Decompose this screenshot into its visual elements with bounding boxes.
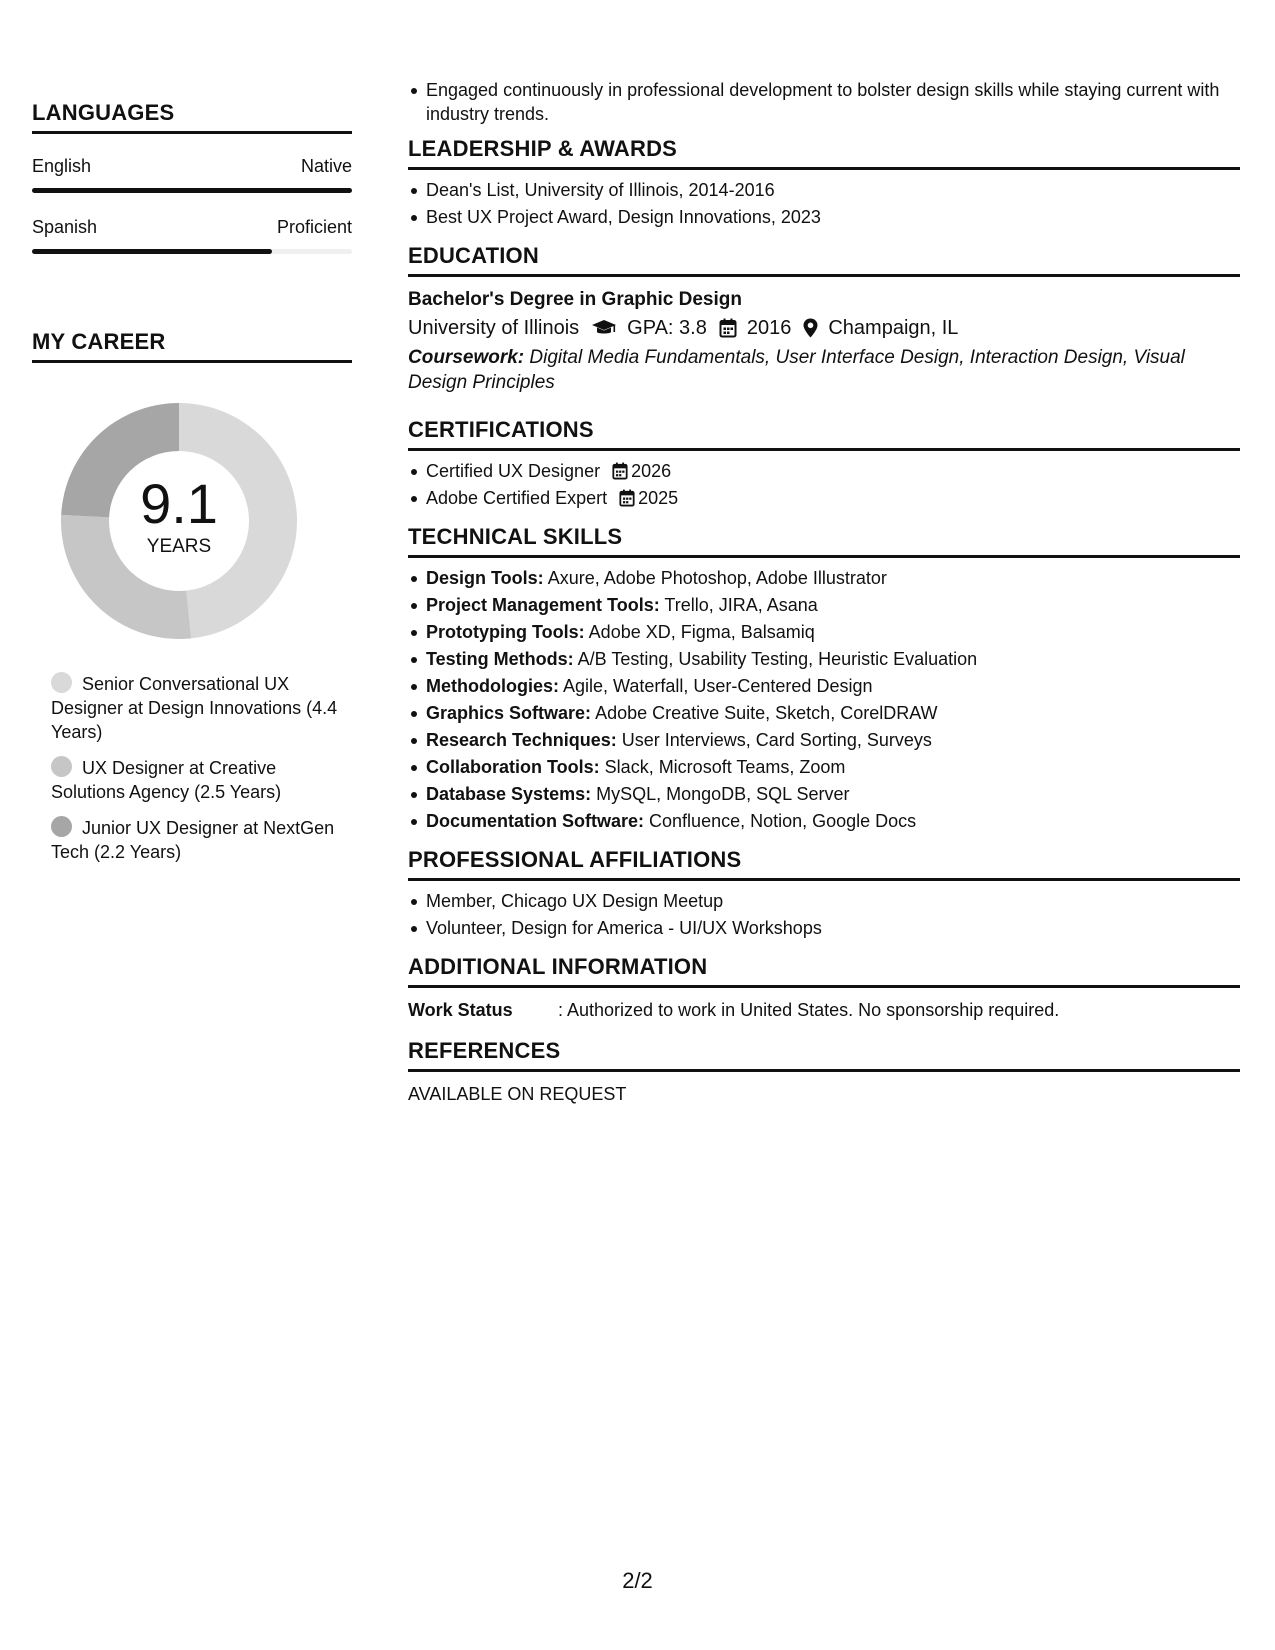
language-level: Native <box>300 156 352 176</box>
experience-tail-list <box>408 78 1240 126</box>
leadership-list <box>408 178 1240 229</box>
skill-value: MySQL, MongoDB, SQL Server <box>596 784 850 804</box>
cert-year: 2026 <box>631 461 672 481</box>
skill-label: Project Management Tools: <box>426 595 660 615</box>
list-item <box>408 486 1240 510</box>
list-item <box>408 620 1240 644</box>
list-item: Best UX Project Award, Design Innovations, 2023 <box>408 205 1240 229</box>
skill-label: Collaboration Tools: <box>426 757 600 777</box>
skill-label: Prototyping Tools: <box>426 622 585 642</box>
skills-list <box>408 566 1240 833</box>
list-item <box>408 701 1240 725</box>
coursework-text: Digital Media Fundamentals, User Interface Design, Interaction Design, Visual Design Principles <box>408 347 1185 393</box>
skill-value: Agile, Waterfall, User-Centered Design <box>563 676 873 696</box>
list-item <box>408 674 1240 698</box>
language-bar-fill <box>32 249 272 254</box>
left-column <box>32 100 352 876</box>
education-coursework <box>408 345 1240 395</box>
skill-label: Graphics Software: <box>426 703 592 723</box>
legend-label: Senior Conversational UX Designer at Design Innovations (4.4 Years) <box>51 674 338 742</box>
list-item: Member, Chicago UX Design Meetup <box>408 889 1240 913</box>
list-item <box>408 728 1240 752</box>
legend-dot <box>51 756 72 777</box>
language-bar <box>32 249 352 254</box>
list-item <box>408 809 1240 833</box>
language-row <box>32 156 352 177</box>
right-column <box>408 78 1240 1105</box>
skill-value: User Interviews, Card Sorting, Surveys <box>621 730 932 750</box>
donut-center <box>54 396 304 646</box>
calendar-icon <box>612 462 628 480</box>
cert-name: Adobe Certified Expert <box>426 488 608 508</box>
career-donut-chart <box>54 396 304 646</box>
list-item: Volunteer, Design for America - UI/UX Workshops <box>408 916 1240 940</box>
cert-name: Certified UX Designer <box>426 461 601 481</box>
skill-label: Research Techniques: <box>426 730 617 750</box>
calendar-icon <box>619 489 635 507</box>
legend-label: UX Designer at Creative Solutions Agency (2.5 Years) <box>51 758 282 802</box>
skills-title: TECHNICAL SKILLS <box>408 524 1240 558</box>
list-item: Engaged continuously in professional development to bolster design skills while staying current with industry trends. <box>408 78 1240 126</box>
language-bar <box>32 188 352 193</box>
skill-value: Adobe XD, Figma, Balsamiq <box>588 622 815 642</box>
skill-value: Slack, Microsoft Teams, Zoom <box>604 757 846 777</box>
list-item <box>408 782 1240 806</box>
language-bar-fill <box>32 188 352 193</box>
education-location: Champaign, IL <box>828 317 959 339</box>
languages-title: LANGUAGES <box>32 100 352 134</box>
list-item <box>408 755 1240 779</box>
list-item <box>408 459 1240 483</box>
graduation-cap-icon <box>591 319 617 337</box>
references-text: AVAILABLE ON REQUEST <box>408 1084 627 1104</box>
skill-value: Adobe Creative Suite, Sketch, CorelDRAW <box>595 703 938 723</box>
career-years-label: YEARS <box>146 536 212 557</box>
language-row <box>32 217 352 238</box>
certifications-list <box>408 459 1240 510</box>
education-gpa: GPA: 3.8 <box>627 317 707 339</box>
skill-value: Confluence, Notion, Google Docs <box>649 811 917 831</box>
leadership-title: LEADERSHIP & AWARDS <box>408 136 1240 170</box>
references-title: REFERENCES <box>408 1038 1240 1072</box>
skill-label: Database Systems: <box>426 784 592 804</box>
affiliations-title: PROFESSIONAL AFFILIATIONS <box>408 847 1240 881</box>
legend-dot <box>51 672 72 693</box>
list-item <box>408 566 1240 590</box>
cert-year: 2025 <box>638 488 679 508</box>
education-year: 2016 <box>746 317 792 339</box>
skill-label: Testing Methods: <box>426 649 574 669</box>
legend-item <box>51 672 352 744</box>
education-degree: Bachelor's Degree in Graphic Design <box>408 289 742 310</box>
additional-info-title: ADDITIONAL INFORMATION <box>408 954 1240 988</box>
career-total-years: 9.1 <box>140 472 218 535</box>
certifications-title: CERTIFICATIONS <box>408 417 1240 451</box>
skill-value: A/B Testing, Usability Testing, Heuristic Evaluation <box>577 649 978 669</box>
career-title: MY CAREER <box>32 329 352 363</box>
education-details <box>408 313 1240 343</box>
calendar-icon <box>719 318 737 338</box>
career-legend <box>32 672 352 864</box>
language-name: Spanish <box>32 217 98 237</box>
skill-label: Methodologies: <box>426 676 559 696</box>
legend-label: Junior UX Designer at NextGen Tech (2.2 Years) <box>51 818 335 862</box>
skill-label: Documentation Software: <box>426 811 645 831</box>
education-title: EDUCATION <box>408 243 1240 277</box>
skill-label: Design Tools: <box>426 568 544 588</box>
skill-value: Axure, Adobe Photoshop, Adobe Illustrator <box>547 568 887 588</box>
coursework-label: Coursework: <box>408 347 525 368</box>
legend-item <box>51 816 352 864</box>
location-pin-icon <box>803 318 818 338</box>
page-number: 2/2 <box>622 1568 653 1593</box>
list-item <box>408 647 1240 671</box>
affiliations-list <box>408 889 1240 940</box>
work-status-value: : Authorized to work in United States. No sponsorship required. <box>558 1000 1060 1020</box>
list-item <box>408 593 1240 617</box>
education-school: University of Illinois <box>408 317 580 339</box>
language-name: English <box>32 156 92 176</box>
language-level: Proficient <box>276 217 352 237</box>
skill-value: Trello, JIRA, Asana <box>664 595 818 615</box>
work-status-row <box>408 998 1240 1022</box>
list-item: Dean's List, University of Illinois, 2014-2016 <box>408 178 1240 202</box>
legend-dot <box>51 816 72 837</box>
work-status-key: Work Status <box>408 1000 513 1020</box>
legend-item <box>51 756 352 804</box>
